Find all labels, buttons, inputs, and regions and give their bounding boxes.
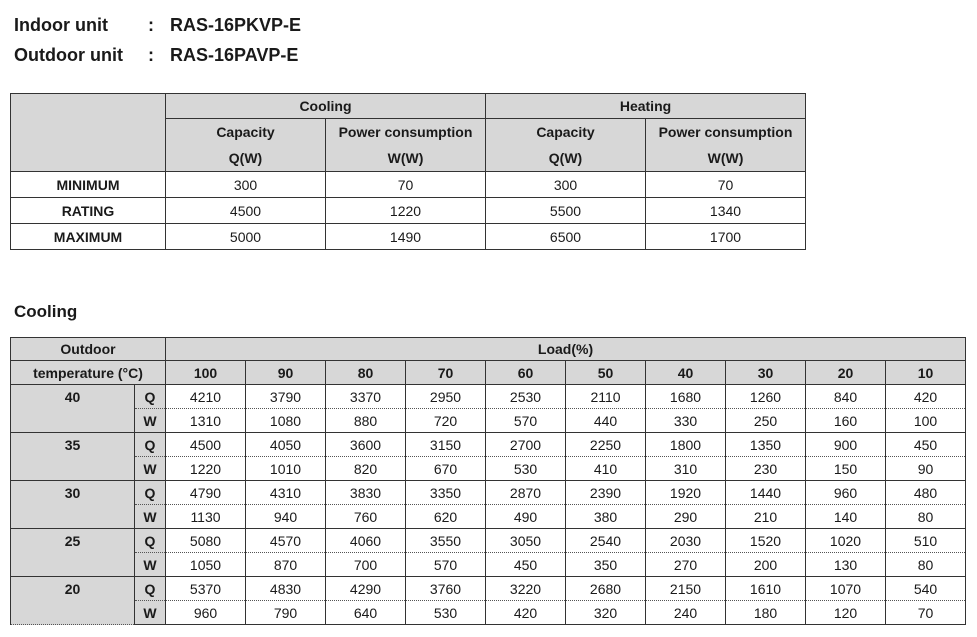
power-cell: 80 <box>886 505 966 529</box>
capacity-cell: 1070 <box>806 577 886 601</box>
capacity-cell: 1680 <box>646 385 726 409</box>
power-cell: 270 <box>646 553 726 577</box>
power-cell: 880 <box>326 409 406 433</box>
capacity-cell: 2030 <box>646 529 726 553</box>
capacity-unit: Q(W) <box>228 150 263 166</box>
q-label-cell: Q <box>135 385 166 409</box>
spec-corner-cell <box>11 94 166 172</box>
power-cell: 1050 <box>166 553 246 577</box>
capacity-cell: 840 <box>806 385 886 409</box>
indoor-colon: : <box>148 15 154 35</box>
load-percent-header: 90 <box>246 361 326 385</box>
power-cell: 120 <box>806 601 886 625</box>
load-percent-header: 40 <box>646 361 726 385</box>
power-cell: 380 <box>566 505 646 529</box>
spec-heating-power-header <box>646 119 806 172</box>
capacity-cell: 1800 <box>646 433 726 457</box>
capacity-cell: 3220 <box>486 577 566 601</box>
power-cell: 130 <box>806 553 886 577</box>
power-cell: 530 <box>406 601 486 625</box>
outdoor-unit-model: RAS-16PAVP-E <box>170 45 299 65</box>
power-cell: 760 <box>326 505 406 529</box>
spec-row <box>11 198 806 224</box>
power-cell: 100 <box>886 409 966 433</box>
power-cell: 230 <box>726 457 806 481</box>
power-cell: 960 <box>166 601 246 625</box>
capacity-cell: 4210 <box>166 385 246 409</box>
power-cell: 640 <box>326 601 406 625</box>
spec-row-label: MINIMUM <box>11 172 166 198</box>
cooling-body <box>11 385 966 625</box>
capacity-cell: 4310 <box>246 481 326 505</box>
cooling-w-row <box>11 457 966 481</box>
spec-value-cell: 6500 <box>486 224 646 250</box>
spec-heating-capacity-header <box>486 119 646 172</box>
load-percent-header: 60 <box>486 361 566 385</box>
spec-value-cell: 70 <box>326 172 486 198</box>
load-percent-header: 30 <box>726 361 806 385</box>
capacity-cell: 4290 <box>326 577 406 601</box>
power-cell: 180 <box>726 601 806 625</box>
capacity-cell: 420 <box>886 385 966 409</box>
cooling-w-row <box>11 409 966 433</box>
w-label-cell: W <box>135 601 166 625</box>
cooling-q-row <box>11 529 966 553</box>
capacity-cell: 3150 <box>406 433 486 457</box>
power-cell: 570 <box>486 409 566 433</box>
capacity-cell: 1520 <box>726 529 806 553</box>
spec-value-cell: 300 <box>486 172 646 198</box>
outdoor-unit-label: Outdoor unit <box>14 45 123 65</box>
power-cell: 1310 <box>166 409 246 433</box>
capacity-label: Capacity <box>536 124 595 140</box>
load-percent-header: 50 <box>566 361 646 385</box>
capacity-cell: 4570 <box>246 529 326 553</box>
capacity-cell: 3760 <box>406 577 486 601</box>
power-cell: 210 <box>726 505 806 529</box>
power-label: Power consumption <box>658 124 793 140</box>
spec-cooling-header: Cooling <box>166 94 486 119</box>
spec-body <box>11 172 806 250</box>
capacity-cell: 2870 <box>486 481 566 505</box>
w-label-cell: W <box>135 409 166 433</box>
power-unit: W(W) <box>387 150 424 166</box>
spec-cooling-capacity-header <box>166 119 326 172</box>
power-cell: 820 <box>326 457 406 481</box>
capacity-cell: 4050 <box>246 433 326 457</box>
cooling-q-row <box>11 385 966 409</box>
capacity-cell: 1440 <box>726 481 806 505</box>
power-cell: 570 <box>406 553 486 577</box>
power-cell: 1130 <box>166 505 246 529</box>
q-label-cell: Q <box>135 481 166 505</box>
temperature-cell: 25 <box>11 529 135 577</box>
capacity-cell: 1920 <box>646 481 726 505</box>
spec-row <box>11 172 806 198</box>
capacity-cell: 3600 <box>326 433 406 457</box>
power-cell: 1010 <box>246 457 326 481</box>
indoor-unit-line <box>14 15 301 36</box>
capacity-cell: 2250 <box>566 433 646 457</box>
power-cell: 940 <box>246 505 326 529</box>
cooling-w-row <box>11 553 966 577</box>
temperature-cell: 40 <box>11 385 135 433</box>
capacity-cell: 450 <box>886 433 966 457</box>
power-cell: 90 <box>886 457 966 481</box>
outdoor-colon: : <box>148 45 154 65</box>
cooling-section-title: Cooling <box>14 302 78 321</box>
spec-heating-header: Heating <box>486 94 806 119</box>
q-label-cell: Q <box>135 433 166 457</box>
capacity-cell: 4830 <box>246 577 326 601</box>
spec-row-label: MAXIMUM <box>11 224 166 250</box>
spec-value-cell: 4500 <box>166 198 326 224</box>
q-label-cell: Q <box>135 577 166 601</box>
load-percent-header: 20 <box>806 361 886 385</box>
capacity-cell: 480 <box>886 481 966 505</box>
power-cell: 80 <box>886 553 966 577</box>
cooling-table <box>10 337 966 625</box>
indoor-unit-model: RAS-16PKVP-E <box>170 15 302 35</box>
spec-row <box>11 224 806 250</box>
capacity-cell: 3830 <box>326 481 406 505</box>
cooling-w-row <box>11 601 966 625</box>
power-cell: 450 <box>486 553 566 577</box>
spec-value-cell: 1700 <box>646 224 806 250</box>
capacity-cell: 1260 <box>726 385 806 409</box>
spec-value-cell: 1340 <box>646 198 806 224</box>
outdoor-header: Outdoor <box>11 338 166 361</box>
power-unit: W(W) <box>707 150 744 166</box>
power-cell: 1220 <box>166 457 246 481</box>
capacity-cell: 3350 <box>406 481 486 505</box>
power-cell: 1080 <box>246 409 326 433</box>
capacity-cell: 4790 <box>166 481 246 505</box>
spec-cooling-power-header <box>326 119 486 172</box>
temperature-cell: 35 <box>11 433 135 481</box>
power-cell: 350 <box>566 553 646 577</box>
power-cell: 490 <box>486 505 566 529</box>
power-cell: 670 <box>406 457 486 481</box>
power-cell: 150 <box>806 457 886 481</box>
spec-value-cell: 70 <box>646 172 806 198</box>
power-cell: 250 <box>726 409 806 433</box>
capacity-cell: 2150 <box>646 577 726 601</box>
spec-value-cell: 1220 <box>326 198 486 224</box>
indoor-unit-label: Indoor unit <box>14 15 108 35</box>
capacity-cell: 900 <box>806 433 886 457</box>
capacity-cell: 1610 <box>726 577 806 601</box>
power-cell: 620 <box>406 505 486 529</box>
power-cell: 160 <box>806 409 886 433</box>
power-cell: 870 <box>246 553 326 577</box>
spec-value-cell: 5000 <box>166 224 326 250</box>
power-cell: 310 <box>646 457 726 481</box>
temperature-cell: 30 <box>11 481 135 529</box>
load-percent-header: 10 <box>886 361 966 385</box>
capacity-cell: 2540 <box>566 529 646 553</box>
capacity-cell: 1020 <box>806 529 886 553</box>
power-cell: 140 <box>806 505 886 529</box>
capacity-label: Capacity <box>216 124 275 140</box>
power-cell: 700 <box>326 553 406 577</box>
capacity-cell: 540 <box>886 577 966 601</box>
load-header: Load(%) <box>166 338 966 361</box>
cooling-w-row <box>11 505 966 529</box>
spec-value-cell: 300 <box>166 172 326 198</box>
capacity-cell: 2530 <box>486 385 566 409</box>
cooling-q-row <box>11 577 966 601</box>
capacity-cell: 3550 <box>406 529 486 553</box>
power-cell: 70 <box>886 601 966 625</box>
power-cell: 790 <box>246 601 326 625</box>
temperature-cell: 20 <box>11 577 135 625</box>
capacity-cell: 4500 <box>166 433 246 457</box>
spec-row-label: RATING <box>11 198 166 224</box>
capacity-cell: 960 <box>806 481 886 505</box>
capacity-cell: 4060 <box>326 529 406 553</box>
power-label: Power consumption <box>338 124 473 140</box>
power-cell: 440 <box>566 409 646 433</box>
cooling-q-row <box>11 481 966 505</box>
w-label-cell: W <box>135 505 166 529</box>
capacity-cell: 2680 <box>566 577 646 601</box>
power-cell: 290 <box>646 505 726 529</box>
load-percent-header: 70 <box>406 361 486 385</box>
capacity-cell: 3790 <box>246 385 326 409</box>
spec-value-cell: 5500 <box>486 198 646 224</box>
w-label-cell: W <box>135 457 166 481</box>
capacity-cell: 1350 <box>726 433 806 457</box>
spec-table <box>10 93 806 250</box>
capacity-cell: 510 <box>886 529 966 553</box>
spec-value-cell: 1490 <box>326 224 486 250</box>
load-percent-header: 80 <box>326 361 406 385</box>
capacity-cell: 5370 <box>166 577 246 601</box>
power-cell: 410 <box>566 457 646 481</box>
power-cell: 420 <box>486 601 566 625</box>
power-cell: 720 <box>406 409 486 433</box>
power-cell: 320 <box>566 601 646 625</box>
load-percent-header: 100 <box>166 361 246 385</box>
outdoor-unit-line <box>14 45 298 66</box>
capacity-cell: 3050 <box>486 529 566 553</box>
power-cell: 200 <box>726 553 806 577</box>
capacity-cell: 5080 <box>166 529 246 553</box>
capacity-unit: Q(W) <box>548 150 583 166</box>
power-cell: 330 <box>646 409 726 433</box>
capacity-cell: 2110 <box>566 385 646 409</box>
capacity-cell: 2950 <box>406 385 486 409</box>
q-label-cell: Q <box>135 529 166 553</box>
capacity-cell: 2700 <box>486 433 566 457</box>
power-cell: 530 <box>486 457 566 481</box>
capacity-cell: 3370 <box>326 385 406 409</box>
cooling-q-row <box>11 433 966 457</box>
power-cell: 240 <box>646 601 726 625</box>
capacity-cell: 2390 <box>566 481 646 505</box>
temperature-header: temperature (°C) <box>11 361 166 385</box>
w-label-cell: W <box>135 553 166 577</box>
